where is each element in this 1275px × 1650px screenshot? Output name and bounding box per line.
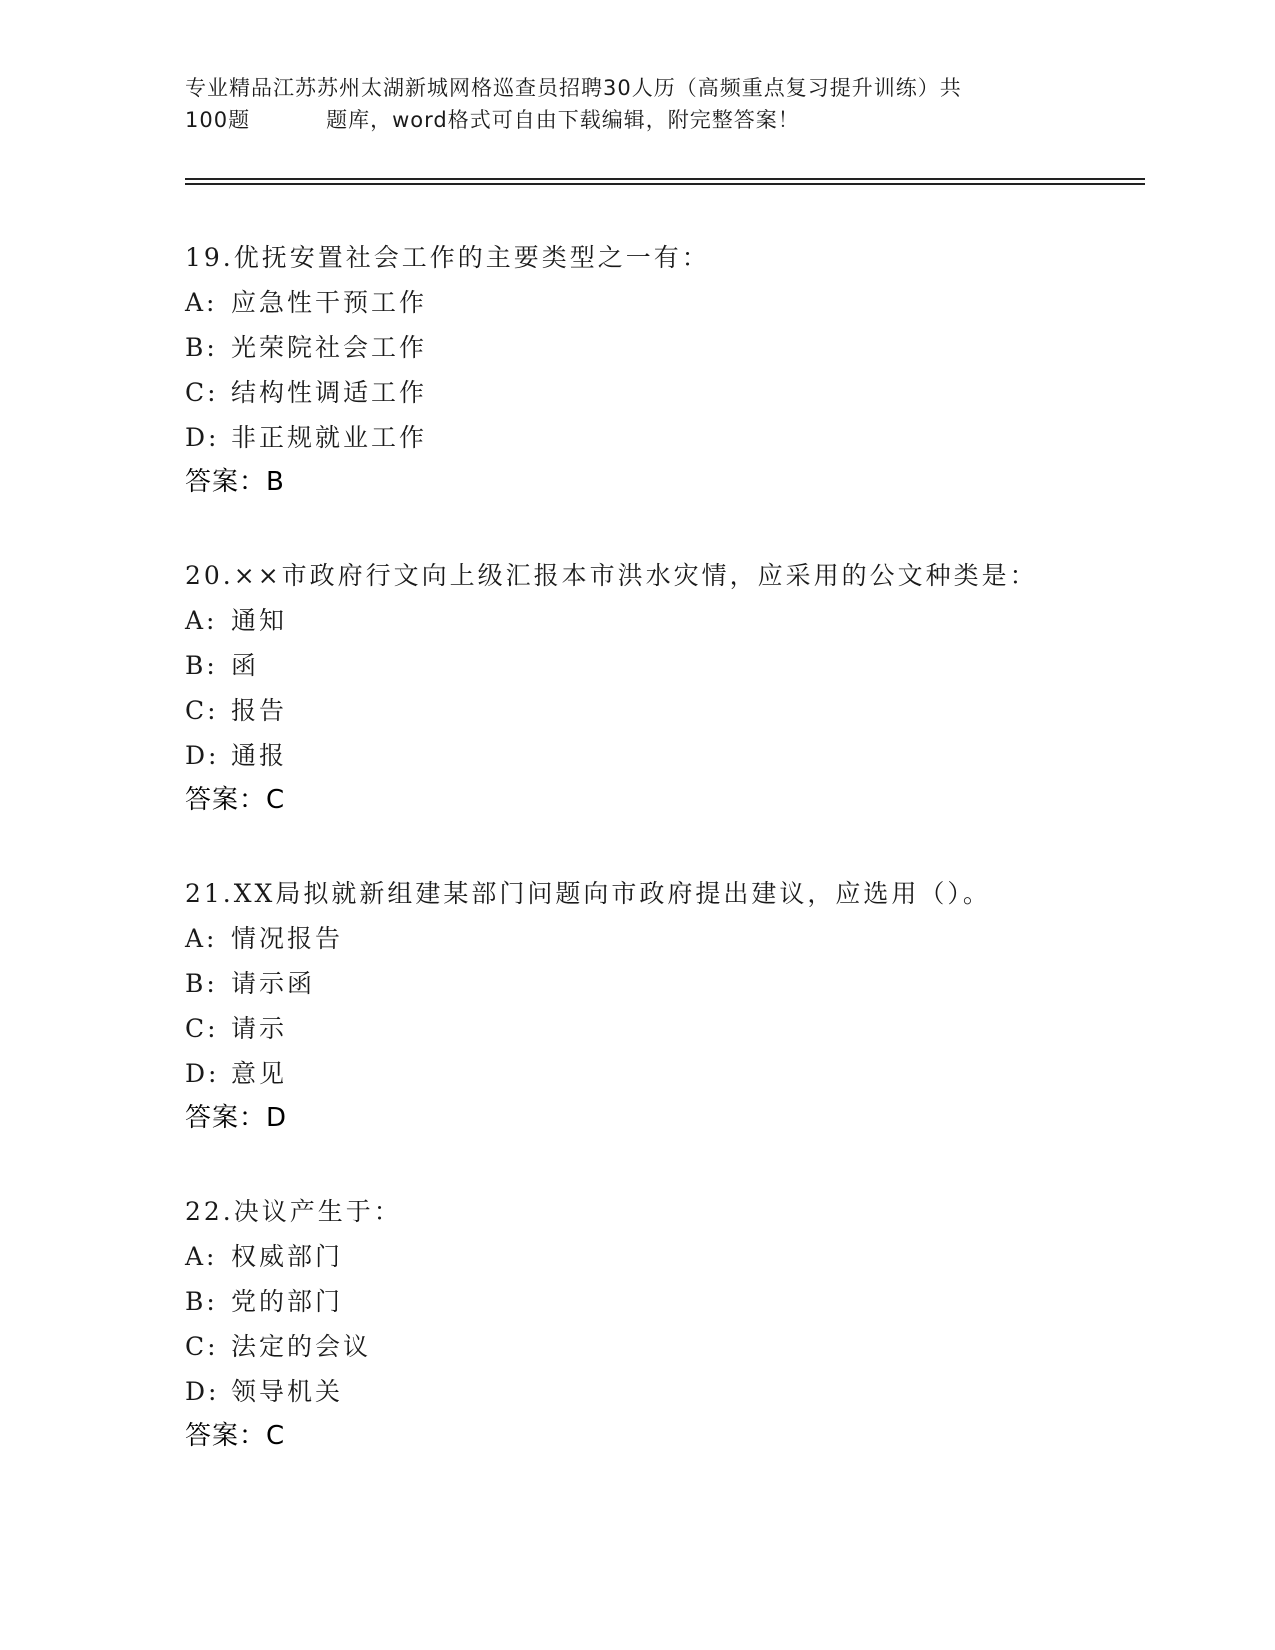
option-label: C: xyxy=(185,378,219,407)
option-label: B: xyxy=(185,651,218,680)
option-a xyxy=(185,598,1145,643)
option-text: 应急性干预工作 xyxy=(231,288,428,317)
option-label: A: xyxy=(185,288,218,317)
option-label: D: xyxy=(185,1059,220,1088)
answer-line: 答案：B xyxy=(185,467,285,497)
option-text: 党的部门 xyxy=(231,1287,344,1316)
option-label: B: xyxy=(185,969,218,998)
option-label: D: xyxy=(185,423,220,452)
option-text: 法定的会议 xyxy=(231,1332,372,1361)
question-stem: 19.优抚安置社会工作的主要类型之一有： xyxy=(185,243,710,272)
question-21 xyxy=(185,871,1145,1141)
option-a xyxy=(185,280,1145,325)
answer-line: 答案：C xyxy=(185,785,286,815)
option-text: 权威部门 xyxy=(231,1242,344,1271)
header-title-line1: 专业精品江苏苏州太湖新城网格巡查员招聘30人历（高频重点复习提升训练）共 xyxy=(185,76,962,100)
question-19 xyxy=(185,235,1145,505)
option-label: A: xyxy=(185,924,218,953)
option-d xyxy=(185,1369,1145,1414)
option-text: 意见 xyxy=(231,1059,288,1088)
header-divider-bottom xyxy=(185,183,1145,185)
question-20 xyxy=(185,553,1145,823)
option-text: 函 xyxy=(231,651,260,680)
question-stem: 21.XX局拟就新组建某部门问题向市政府提出建议，应选用（）。 xyxy=(185,879,991,908)
answer-line: 答案：D xyxy=(185,1103,288,1133)
option-c xyxy=(185,370,1145,415)
option-c xyxy=(185,688,1145,733)
option-d xyxy=(185,1051,1145,1096)
option-c xyxy=(185,1324,1145,1369)
option-a xyxy=(185,916,1145,961)
question-22 xyxy=(185,1189,1145,1459)
answer-line: 答案：C xyxy=(185,1421,286,1451)
option-b xyxy=(185,1279,1145,1324)
option-label: A: xyxy=(185,1242,218,1271)
option-label: C: xyxy=(185,1332,219,1361)
document-header xyxy=(185,72,1085,136)
option-a xyxy=(185,1234,1145,1279)
option-text: 非正规就业工作 xyxy=(231,423,428,452)
option-d xyxy=(185,733,1145,778)
option-label: B: xyxy=(185,1287,218,1316)
option-d xyxy=(185,415,1145,460)
option-text: 请示 xyxy=(231,1014,288,1043)
header-description: 题库，word格式可自由下载编辑，附完整答案！ xyxy=(326,108,800,132)
option-text: 请示函 xyxy=(231,969,316,998)
header-divider-top xyxy=(185,178,1145,180)
question-stem: 20.××市政府行文向上级汇报本市洪水灾情，应采用的公文种类是： xyxy=(185,561,1038,590)
option-c xyxy=(185,1006,1145,1051)
option-text: 报告 xyxy=(231,696,288,725)
option-label: A: xyxy=(185,606,218,635)
question-stem: 22.决议产生于： xyxy=(185,1197,402,1226)
option-text: 结构性调适工作 xyxy=(231,378,428,407)
option-text: 通报 xyxy=(231,741,288,770)
option-text: 光荣院社会工作 xyxy=(231,333,428,362)
option-label: D: xyxy=(185,741,220,770)
header-title-line2 xyxy=(185,104,1085,136)
option-text: 领导机关 xyxy=(231,1377,344,1406)
option-b xyxy=(185,961,1145,1006)
option-b xyxy=(185,325,1145,370)
option-b xyxy=(185,643,1145,688)
option-text: 情况报告 xyxy=(231,924,344,953)
option-text: 通知 xyxy=(231,606,288,635)
option-label: C: xyxy=(185,1014,219,1043)
option-label: D: xyxy=(185,1377,220,1406)
option-label: C: xyxy=(185,696,219,725)
header-question-count: 100题 xyxy=(185,108,251,132)
option-label: B: xyxy=(185,333,218,362)
